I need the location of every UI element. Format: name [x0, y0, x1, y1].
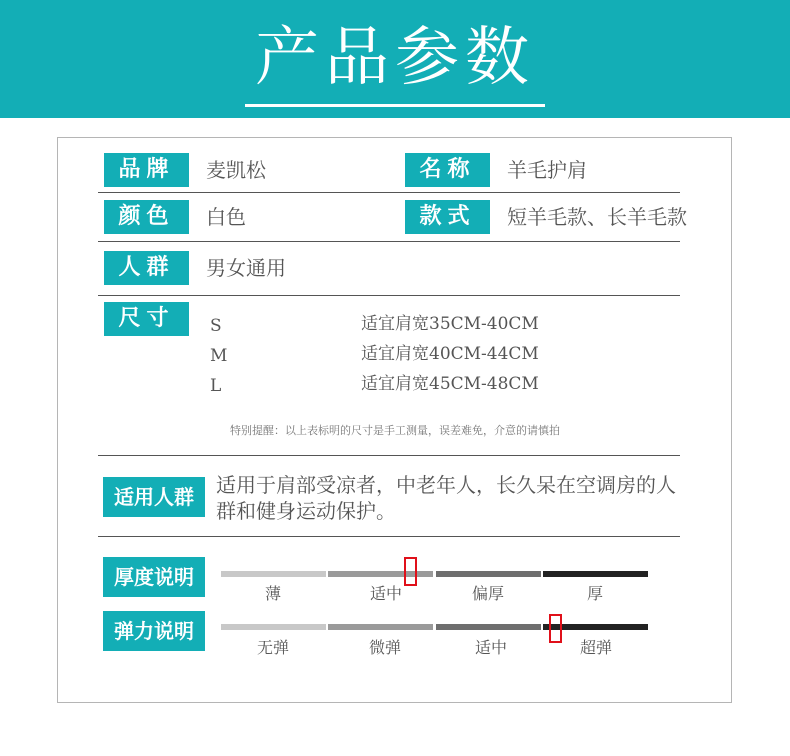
header-banner [0, 0, 790, 118]
elasticity-level: 超弹 [579, 638, 612, 657]
style-label: 款式 [405, 200, 490, 234]
section-divider [98, 536, 680, 537]
elasticity-level: 微弹 [368, 638, 401, 657]
row-divider [98, 295, 680, 296]
thickness-bar-2 [328, 571, 433, 577]
page-title: 产品参数 [255, 21, 535, 95]
elasticity-bar-1 [221, 624, 326, 630]
color-value: 白色 [206, 205, 246, 229]
name-label: 名称 [405, 153, 490, 187]
title-underline [245, 104, 545, 107]
style-value: 短羊毛款、长羊毛款 [507, 205, 687, 229]
elasticity-bar-3 [436, 624, 541, 630]
crowd-label: 人群 [104, 251, 189, 285]
color-label: 颜色 [104, 200, 189, 234]
size-letter: S [210, 316, 222, 336]
thickness-bar-1 [221, 571, 326, 577]
suitable-text: 适用于肩部受凉者，中老年人，长久呆在空调房的人群和健身运动保护。 [216, 473, 676, 523]
name-value: 羊毛护肩 [507, 158, 587, 182]
size-label: 尺寸 [104, 302, 189, 336]
brand-label: 品牌 [104, 153, 189, 187]
row-divider [98, 241, 680, 242]
thickness-bar-3 [436, 571, 541, 577]
elasticity-bar-2 [328, 624, 433, 630]
elasticity-level: 无弹 [256, 638, 289, 657]
size-letter: L [210, 376, 222, 396]
thickness-level: 厚 [586, 584, 603, 603]
thickness-label: 厚度说明 [103, 557, 205, 597]
size-range: 适宜肩宽45CM-48CM [361, 374, 539, 394]
size-range: 适宜肩宽40CM-44CM [361, 344, 539, 364]
thickness-selected-marker [404, 557, 417, 586]
elasticity-selected-marker [549, 614, 562, 643]
suitable-label: 适用人群 [103, 477, 205, 517]
crowd-value: 男女通用 [206, 256, 286, 280]
thickness-level: 适中 [369, 584, 402, 603]
size-range: 适宜肩宽35CM-40CM [361, 314, 539, 334]
thickness-level: 偏厚 [471, 584, 504, 603]
row-divider [98, 192, 680, 193]
brand-value: 麦凯松 [206, 158, 266, 182]
thickness-level: 薄 [264, 584, 281, 603]
measurement-note: 特别提醒：以上表标明的尺寸是手工测量，误差难免，介意的请慎拍 [230, 424, 560, 437]
section-divider [98, 455, 680, 456]
elasticity-label: 弹力说明 [103, 611, 205, 651]
thickness-bar-4 [543, 571, 648, 577]
size-letter: M [210, 346, 228, 366]
elasticity-level: 适中 [474, 638, 507, 657]
